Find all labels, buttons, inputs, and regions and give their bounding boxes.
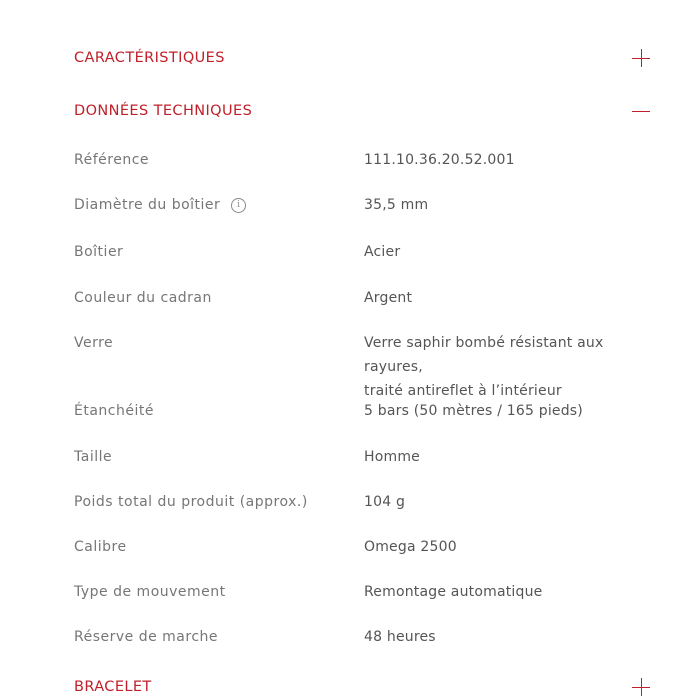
spec-label: Taille [74, 449, 113, 465]
section-characteristics-title: CARACTÉRISTIQUES [74, 50, 225, 66]
spec-row-crystal [74, 331, 660, 403]
spec-label: Poids total du produit (approx.) [74, 494, 308, 510]
spec-value: 48 heures [364, 629, 436, 645]
spec-row-size [74, 445, 660, 469]
spec-label [74, 193, 364, 217]
spec-label: Boîtier [74, 244, 124, 260]
spec-row-total-weight [74, 490, 660, 514]
section-characteristics-header[interactable] [74, 43, 650, 73]
spec-row-dial-color [74, 286, 660, 310]
spec-value [364, 331, 660, 403]
spec-row-reference [74, 148, 660, 172]
spec-value: Remontage automatique [364, 584, 543, 600]
spec-value: 5 bars (50 mètres / 165 pieds) [364, 403, 583, 419]
spec-label: Couleur du cadran [74, 290, 212, 306]
spec-value: 35,5 mm [364, 197, 429, 213]
plus-icon[interactable] [632, 678, 650, 696]
spec-value-line: traité antireflet à l’intérieur [364, 383, 562, 399]
spec-value: Acier [364, 244, 401, 260]
spec-row-movement-type [74, 580, 660, 604]
section-bracelet-header[interactable] [74, 672, 650, 700]
section-technical-data-title: DONNÉES TECHNIQUES [74, 103, 253, 119]
spec-label: Réserve de marche [74, 629, 219, 645]
plus-icon[interactable] [632, 49, 650, 67]
spec-row-calibre [74, 535, 660, 559]
spec-label: Calibre [74, 539, 127, 555]
spec-value: 111.10.36.20.52.001 [364, 152, 515, 168]
spec-value: Argent [364, 290, 413, 306]
spec-row-case-diameter [74, 193, 660, 217]
info-icon[interactable]: i [231, 198, 246, 213]
spec-value: Homme [364, 449, 420, 465]
spec-row-power-reserve [74, 625, 660, 649]
spec-label: Type de mouvement [74, 584, 226, 600]
minus-icon[interactable] [632, 102, 650, 120]
spec-label: Référence [74, 152, 149, 168]
spec-label-text: Diamètre du boîtier [74, 197, 221, 213]
spec-label: Verre [74, 335, 114, 351]
spec-label: Étanchéité [74, 403, 154, 419]
spec-row-case [74, 240, 660, 264]
spec-value: 104 g [364, 494, 406, 510]
section-bracelet-title: BRACELET [74, 679, 152, 695]
spec-value: Omega 2500 [364, 539, 457, 555]
section-technical-data-header[interactable] [74, 96, 650, 126]
spec-row-water-resistance [74, 399, 660, 423]
spec-value-line: Verre saphir bombé résistant aux rayures, [364, 335, 604, 375]
